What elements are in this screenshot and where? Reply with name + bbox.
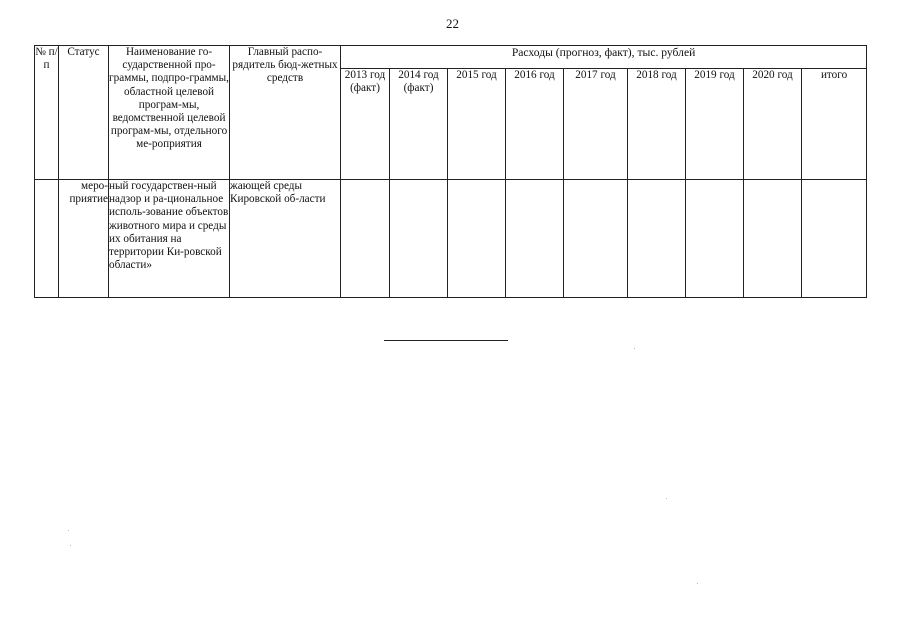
header-expenses: Расходы (прогноз, факт), тыс. рублей xyxy=(341,46,867,69)
scan-speck xyxy=(666,498,667,499)
row-value-2017 xyxy=(564,180,628,298)
header-status: Статус xyxy=(59,46,109,180)
scan-speck xyxy=(634,348,635,349)
scan-speck xyxy=(70,545,71,546)
header-year-2015: 2015 год xyxy=(448,69,506,180)
header-year-2017: 2017 год xyxy=(564,69,628,180)
header-year-2018: 2018 год xyxy=(628,69,686,180)
row-program-name: ный государствен-ный надзор и ра-циональное исполь-зование объектов животного мира и среды их обитания на территории Ки-ровской области» xyxy=(109,180,230,298)
header-row-top xyxy=(35,46,867,69)
row-value-2014 xyxy=(390,180,448,298)
header-budget-manager: Главный распо-рядитель бюд-жетных средств xyxy=(230,46,341,180)
scan-speck xyxy=(68,530,69,531)
row-value-2013 xyxy=(341,180,390,298)
header-year-2020: 2020 год xyxy=(744,69,802,180)
row-no xyxy=(35,180,59,298)
header-no: № п/п xyxy=(35,46,59,180)
page-number: 22 xyxy=(446,16,459,31)
expenses-table xyxy=(34,45,867,298)
header-program-name: Наименование го-сударственной про-граммы, подпро-граммы, областной целевой програм-мы, ведомственной целевой програм-мы, отдельного ме-роприятия xyxy=(109,46,230,180)
row-value-2018 xyxy=(628,180,686,298)
header-year-2013: 2013 год (факт) xyxy=(341,69,390,180)
row-value-2019 xyxy=(686,180,744,298)
header-year-2019: 2019 год xyxy=(686,69,744,180)
row-value-2020 xyxy=(744,180,802,298)
row-value-total xyxy=(802,180,867,298)
header-total: итого xyxy=(802,69,867,180)
row-status: меро-приятие xyxy=(59,180,109,298)
separator-rule xyxy=(384,340,508,341)
row-budget-manager: жающей среды Кировской об-ласти xyxy=(230,180,341,298)
table-row xyxy=(35,180,867,298)
row-value-2015 xyxy=(448,180,506,298)
header-year-2014: 2014 год (факт) xyxy=(390,69,448,180)
header-year-2016: 2016 год xyxy=(506,69,564,180)
row-value-2016 xyxy=(506,180,564,298)
scan-speck xyxy=(697,583,698,584)
